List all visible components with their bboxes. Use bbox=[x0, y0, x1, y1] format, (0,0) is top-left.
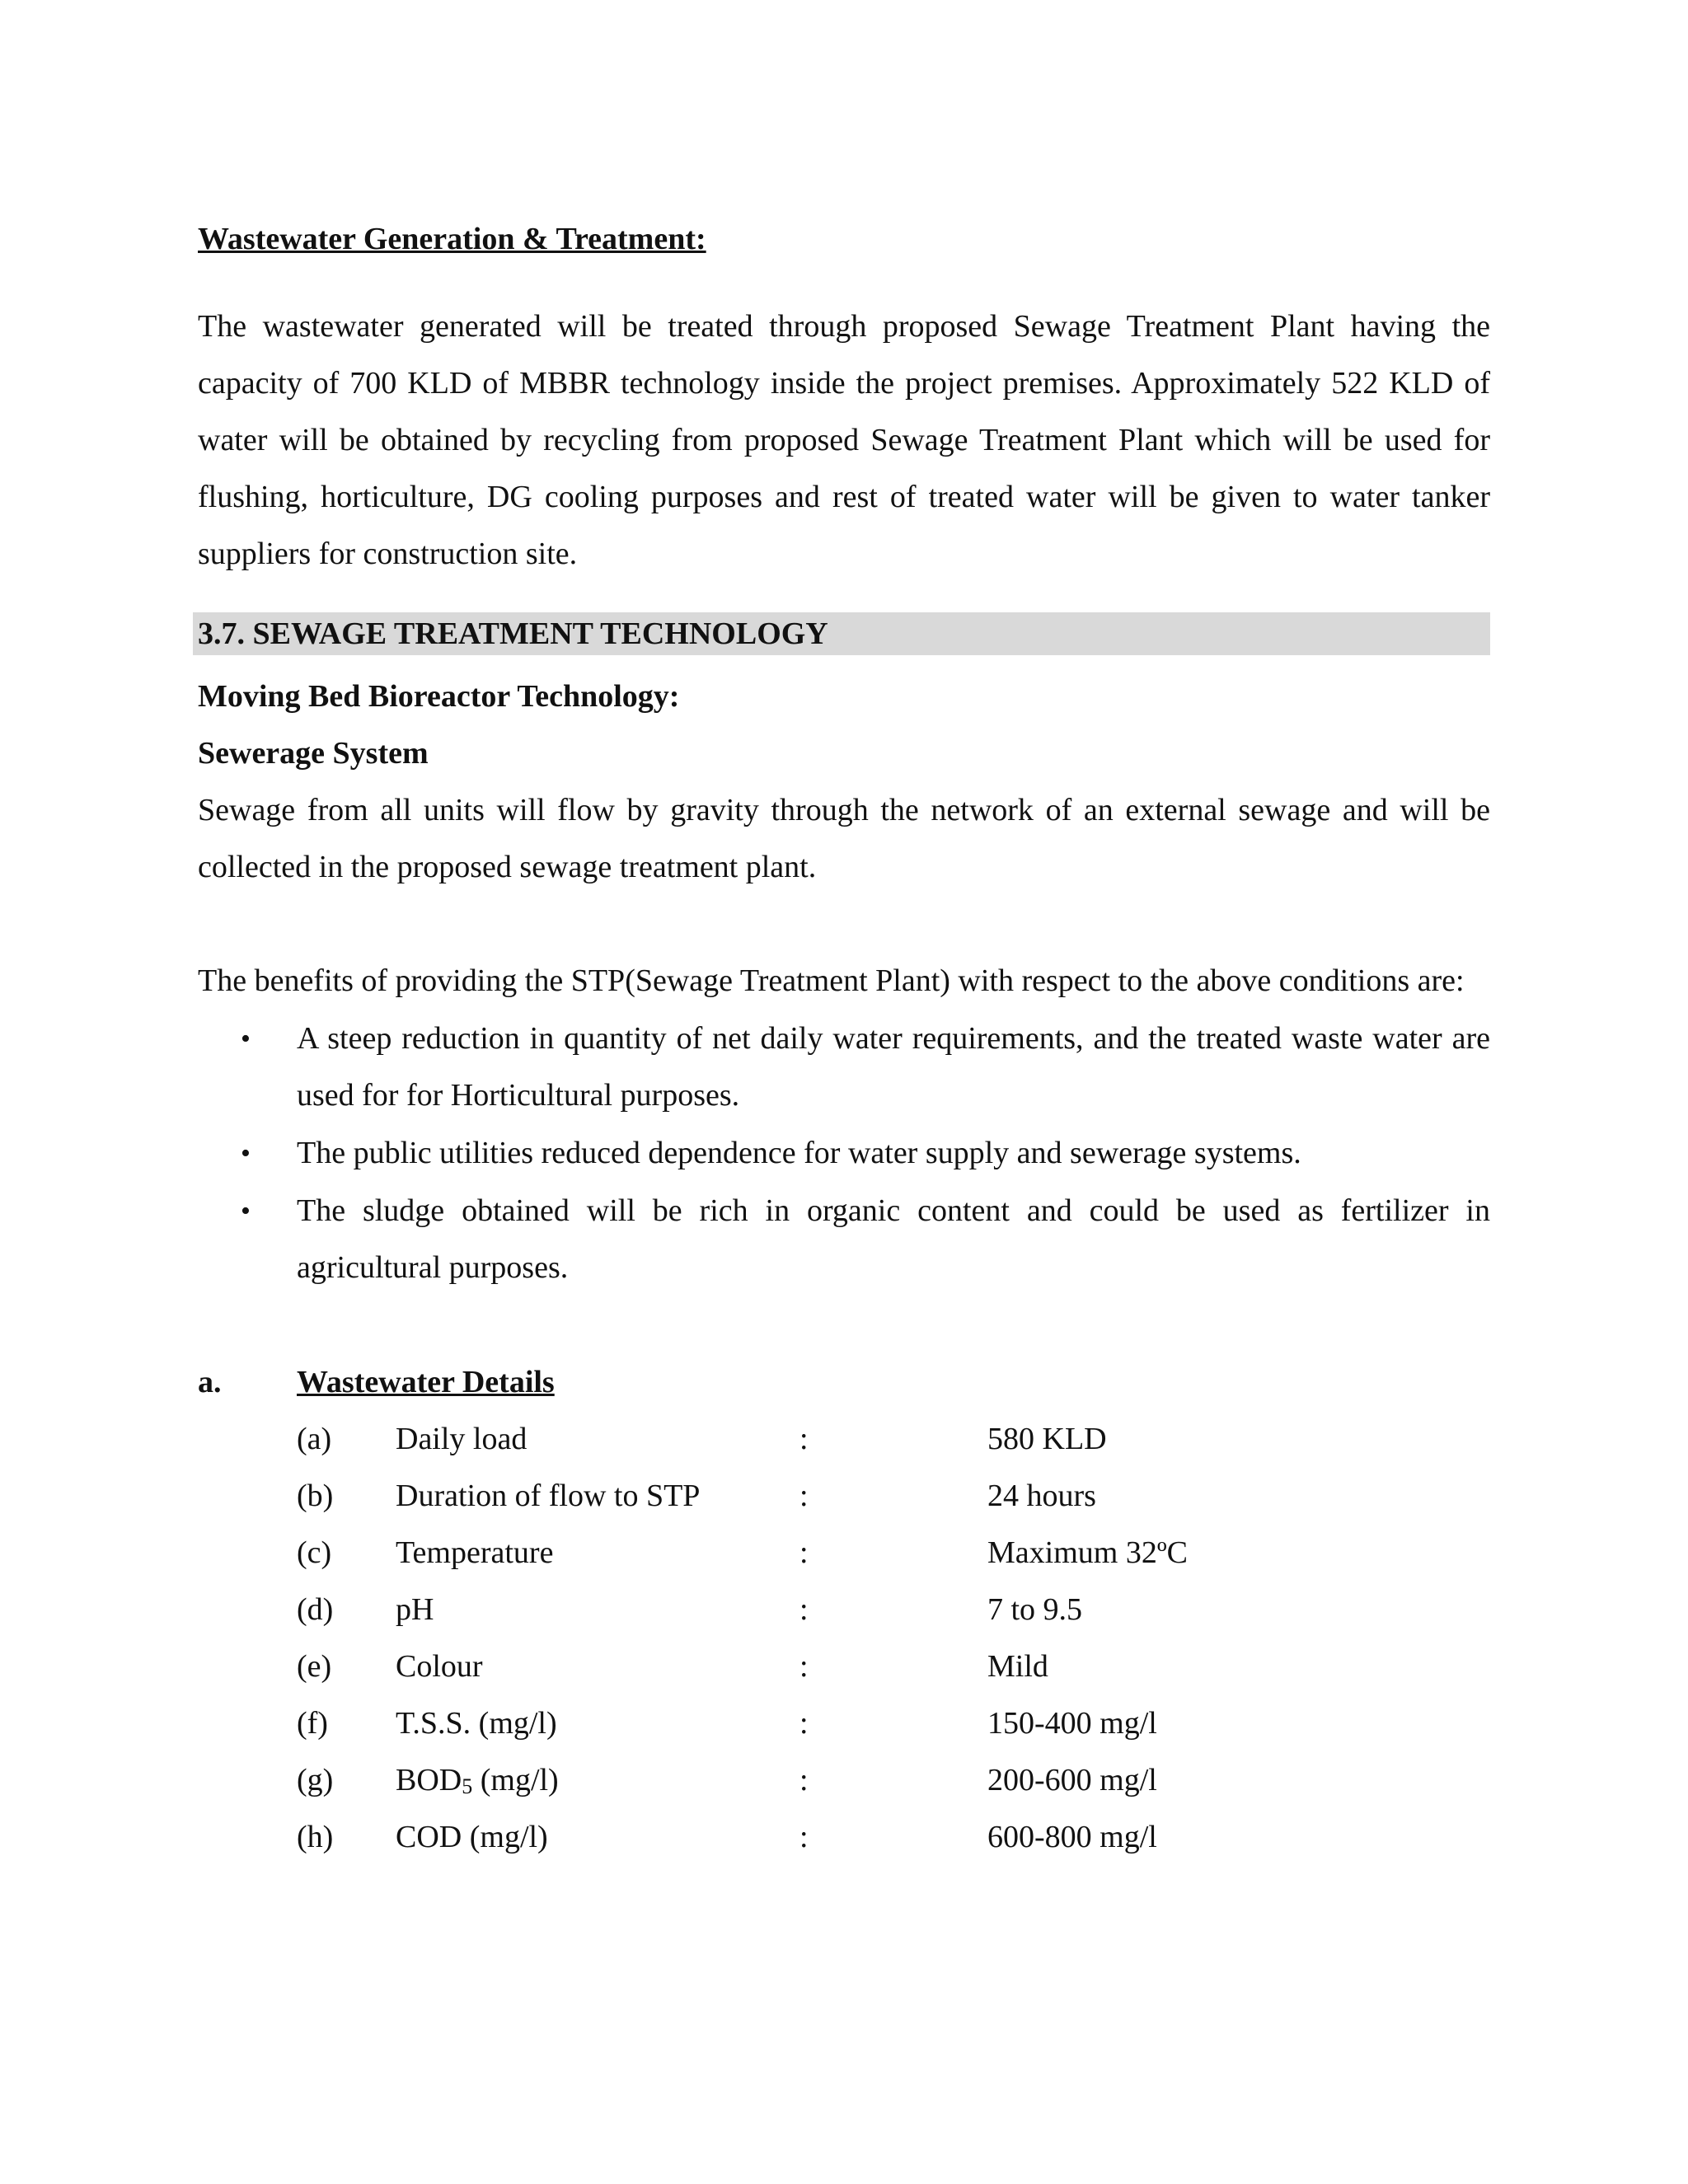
page-content bbox=[198, 213, 1490, 1866]
detail-row bbox=[198, 1411, 1490, 1468]
row-label: Duration of flow to STP bbox=[396, 1479, 701, 1513]
section-title-bar: 3.7. SEWAGE TREATMENT TECHNOLOGY bbox=[193, 612, 1490, 655]
list-item bbox=[198, 1183, 1490, 1296]
list-item bbox=[198, 1125, 1490, 1182]
row-label: Colour bbox=[396, 1649, 483, 1684]
wastewater-details bbox=[198, 1354, 1490, 1866]
row-label-subscript: 5 bbox=[462, 1774, 473, 1798]
detail-row bbox=[198, 1695, 1490, 1752]
row-label: Temperature bbox=[396, 1535, 554, 1570]
row-label: COD (mg/l) bbox=[396, 1820, 548, 1854]
details-marker: a. bbox=[198, 1365, 222, 1399]
row-label-main: BOD bbox=[396, 1763, 462, 1797]
subheading-mbbr: Moving Bed Bioreactor Technology: bbox=[198, 679, 680, 714]
row-value: 150-400 mg/l bbox=[987, 1706, 1157, 1741]
row-value: 600-800 mg/l bbox=[987, 1820, 1157, 1854]
row-letter: (h) bbox=[297, 1820, 334, 1854]
row-value: 7 to 9.5 bbox=[987, 1592, 1083, 1627]
detail-row bbox=[198, 1638, 1490, 1695]
detail-row bbox=[198, 1525, 1490, 1582]
row-colon: : bbox=[799, 1706, 809, 1741]
row-colon: : bbox=[799, 1820, 809, 1854]
row-colon: : bbox=[799, 1479, 809, 1513]
row-colon: : bbox=[799, 1592, 809, 1627]
bullet-icon: • bbox=[241, 1196, 251, 1226]
row-value: 200-600 mg/l bbox=[987, 1763, 1157, 1797]
paragraph-benefits-intro: The benefits of providing the STP(Sewage Treatment Plant) with respect to the above conditions are: bbox=[198, 963, 1465, 998]
row-colon: : bbox=[799, 1649, 809, 1684]
row-label bbox=[396, 1752, 559, 1815]
row-value: 24 hours bbox=[987, 1479, 1096, 1513]
row-value: 580 KLD bbox=[987, 1422, 1107, 1456]
row-colon: : bbox=[799, 1535, 809, 1570]
row-label: Daily load bbox=[396, 1422, 528, 1456]
row-value: Maximum 32ºC bbox=[987, 1535, 1188, 1570]
section-heading: Wastewater Generation & Treatment: bbox=[198, 222, 706, 256]
detail-row bbox=[198, 1582, 1490, 1638]
row-letter: (g) bbox=[297, 1763, 334, 1797]
list-item bbox=[198, 1010, 1490, 1124]
bullet-icon: • bbox=[241, 1138, 251, 1169]
row-letter: (a) bbox=[297, 1422, 332, 1456]
row-value: Mild bbox=[987, 1649, 1048, 1684]
paragraph-wastewater: The wastewater generated will be treated through proposed Sewage Treatment Plant having the capacity of 700 KLD of MBBR technology inside the project premises. Approximately 522 KLD of water will be obtained by recycling from proposed Sewage Treatment Plant which will be used for flushing, horticulture, DG cooling purposes and rest of treated water will be given to water tanker suppliers for construction site. bbox=[198, 309, 1490, 571]
row-letter: (e) bbox=[297, 1649, 332, 1684]
row-letter: (d) bbox=[297, 1592, 334, 1627]
row-label: pH bbox=[396, 1592, 434, 1627]
detail-row bbox=[198, 1809, 1490, 1866]
detail-row bbox=[198, 1752, 1490, 1809]
row-letter: (b) bbox=[297, 1479, 334, 1513]
list-item-text: The public utilities reduced dependence for water supply and sewerage systems. bbox=[297, 1136, 1301, 1170]
row-colon: : bbox=[799, 1422, 809, 1456]
paragraph-sewerage: Sewage from all units will flow by gravity through the network of an external sewage and will be collected in the proposed sewage treatment plant. bbox=[198, 793, 1490, 884]
row-letter: (f) bbox=[297, 1706, 328, 1741]
subheading-sewerage: Sewerage System bbox=[198, 736, 429, 771]
list-item-text: The sludge obtained will be rich in organic content and could be used as fertilizer in agricultural purposes. bbox=[297, 1193, 1490, 1285]
details-header bbox=[198, 1354, 1490, 1411]
detail-row bbox=[198, 1468, 1490, 1525]
bullet-icon: • bbox=[241, 1024, 251, 1054]
row-label: T.S.S. (mg/l) bbox=[396, 1706, 557, 1741]
details-title: Wastewater Details bbox=[297, 1365, 555, 1399]
benefits-list bbox=[198, 1010, 1490, 1296]
list-item-text: A steep reduction in quantity of net daily water requirements, and the treated waste water are used for for Horticultural purposes. bbox=[297, 1021, 1490, 1113]
row-colon: : bbox=[799, 1763, 809, 1797]
row-letter: (c) bbox=[297, 1535, 332, 1570]
row-label-rest: (mg/l) bbox=[472, 1763, 559, 1797]
